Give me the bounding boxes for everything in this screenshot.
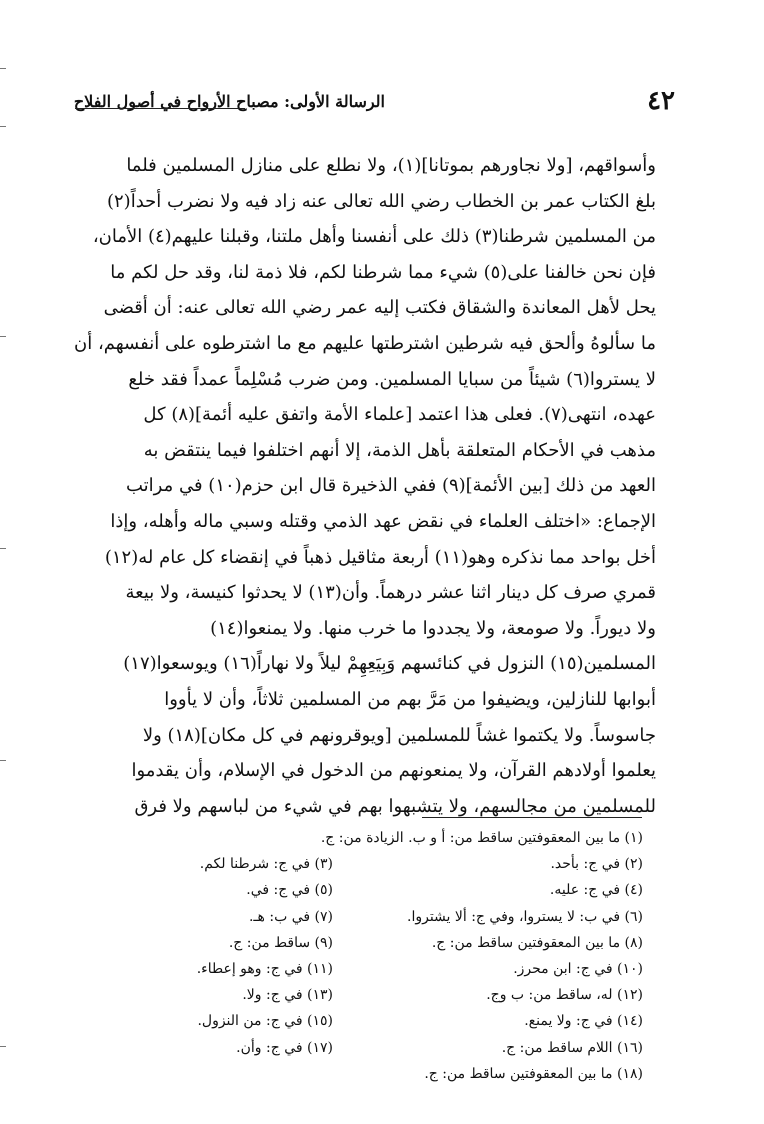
footnote: (١٤) في ج: ولا يمنع. — [524, 1013, 643, 1030]
margin-tick — [0, 1046, 6, 1047]
text-line: من المسلمين شرطنا(٣) ذلك على أنفسنا وأهل ملتنا، وقبلنا عليهم(٤) الأمان، — [92, 226, 656, 248]
text-line: المسلمين(١٥) النزول في كنائسهم وَبِيَعِهِمْ ليلاً ولا نهاراً(١٦) ويوسعوا(١٧) — [123, 653, 656, 675]
footnote-separator — [422, 817, 642, 818]
text-line: العهد من ذلك [بين الأئمة](٩) ففي الذخيرة قال ابن حزم(١٠) في مراتب — [125, 475, 656, 497]
footnote: (١٥) في ج: من النزول. — [197, 1013, 333, 1030]
page-number: ٤٢ — [647, 86, 675, 116]
footnote-row — [95, 851, 643, 877]
margin-tick — [0, 760, 6, 761]
footnote-row — [95, 1061, 643, 1087]
footnote: (٣) في ج: شرطنا لكم. — [199, 856, 333, 873]
footnote-row — [95, 904, 643, 930]
footnote-row — [95, 825, 643, 851]
header-rule — [75, 108, 245, 109]
text-line: يعلموا أولادهم القرآن، ولا يمنعونهم من الدخول في الإسلام، وأن يقدموا — [131, 760, 656, 782]
footnotes — [95, 825, 643, 1087]
footnote-row — [95, 930, 643, 956]
margin-tick — [0, 126, 6, 127]
footnote: (١٨) ما بين المعقوفتين ساقط من: ج. — [424, 1065, 643, 1082]
text-line: فإن نحن خالفنا على(٥) شيء مما شرطنا لكم، فلا ذمة لنا، وقد حل لكم ما — [110, 261, 656, 283]
footnote: (١٠) في ج: ابن محرز. — [513, 960, 643, 977]
text-line: يحل لأهل المعاندة والشقاق فكتب إليه عمر رضي الله تعالى عنه: أن أقضى — [103, 297, 656, 319]
footnote: (٨) ما بين المعقوفتين ساقط من: ج. — [431, 934, 643, 951]
margin-tick — [0, 68, 6, 69]
text-line: أبوابها للنازلين، ويضيفوا من مَرَّ بهم من المسلمين ثلاثاً، وأن لا يأووا — [164, 688, 656, 710]
main-text — [58, 148, 656, 824]
text-line: ولا ديوراً. ولا صومعة، ولا يجددوا ما خرب منها. ولا يمنعوا(١٤) — [210, 617, 656, 639]
footnote-row — [95, 877, 643, 903]
footnote: (١) ما بين المعقوفتين ساقط من: أ و ب. الزيادة من: ج. — [320, 830, 643, 846]
footnote: (١٧) في ج: وأن. — [236, 1039, 333, 1056]
text-line: مذهب في الأحكام المتعلقة بأهل الذمة، إلا أنهم اختلفوا فيما ينتقض به — [143, 439, 656, 461]
footnote: (١٢) له، ساقط من: ب وج. — [486, 987, 643, 1004]
footnote: (٥) في ج: في. — [246, 882, 333, 899]
text-line: الإجماع: «اختلف العلماء في نقض عهد الذمي وقتله وسبي ماله وأهله، وإذا — [110, 510, 656, 532]
footnote: (٧) في ب: هـ. — [248, 908, 333, 925]
footnote-row — [95, 956, 643, 982]
footnote: (٢) في ج: بأحد. — [550, 856, 643, 873]
footnote: (١٣) في ج: ولا. — [242, 987, 333, 1004]
text-line: ما سألوهُ وألحق فيه شرطين اشترطتها عليهم مع ما اشترطوه على أنفسهم، أن — [74, 332, 656, 354]
footnote: (٤) في ج: عليه. — [549, 882, 643, 899]
footnote-row — [95, 1035, 643, 1061]
footnote: (٦) في ب: لا يستروا، وفي ج: ألا يشتروا. — [407, 908, 643, 925]
text-line: لا يستروا(٦) شيئاً من سبايا المسلمين. ومن ضرب مُسْلِماً عمداً فقد خلع — [128, 368, 656, 390]
footnote: (١١) في ج: وهو إعطاء. — [196, 960, 333, 977]
margin-tick — [0, 336, 6, 337]
footnote-row — [95, 1008, 643, 1034]
running-title: الرسالة الأولى: مصباح الأرواح في أصول الفلاح — [73, 92, 385, 111]
footnote: (١٦) اللام ساقط من: ج. — [501, 1039, 643, 1056]
footnote-row — [95, 982, 643, 1008]
text-line: جاسوساً. ولا يكتموا غشاً للمسلمين [ويوقرونهم في كل مكان](١٨) ولا — [142, 724, 656, 746]
text-line: للمسلمين من مجالسهم، ولا يتشبهوا بهم في شيء من لباسهم ولا فرق — [134, 795, 656, 817]
footnote: (٩) ساقط من: ج. — [228, 934, 333, 951]
text-line: بلغ الكتاب عمر بن الخطاب رضي الله تعالى عنه زاد فيه ولا نضرب أحداً(٢) — [106, 190, 656, 212]
text-line: قمري صرف كل دينار اثنا عشر درهماً. وأن(١٣) لا يحدثوا كنيسة، ولا بيعة — [125, 582, 656, 604]
text-line: عهده، انتهى(٧). فعلى هذا اعتمد [علماء الأمة واتفق عليه أئمة](٨) كل — [143, 404, 656, 426]
margin-tick — [0, 548, 6, 549]
text-line: وأسواقهم، [ولا نجاورهم بموتانا](١)، ولا نطلع على منازل المسلمين فلما — [126, 155, 656, 176]
text-line: أخل بواحد مما نذكره وهو(١١) أربعة مثاقيل ذهباً في إنقضاء كل عام له(١٢) — [104, 546, 656, 568]
page-header — [75, 86, 675, 120]
